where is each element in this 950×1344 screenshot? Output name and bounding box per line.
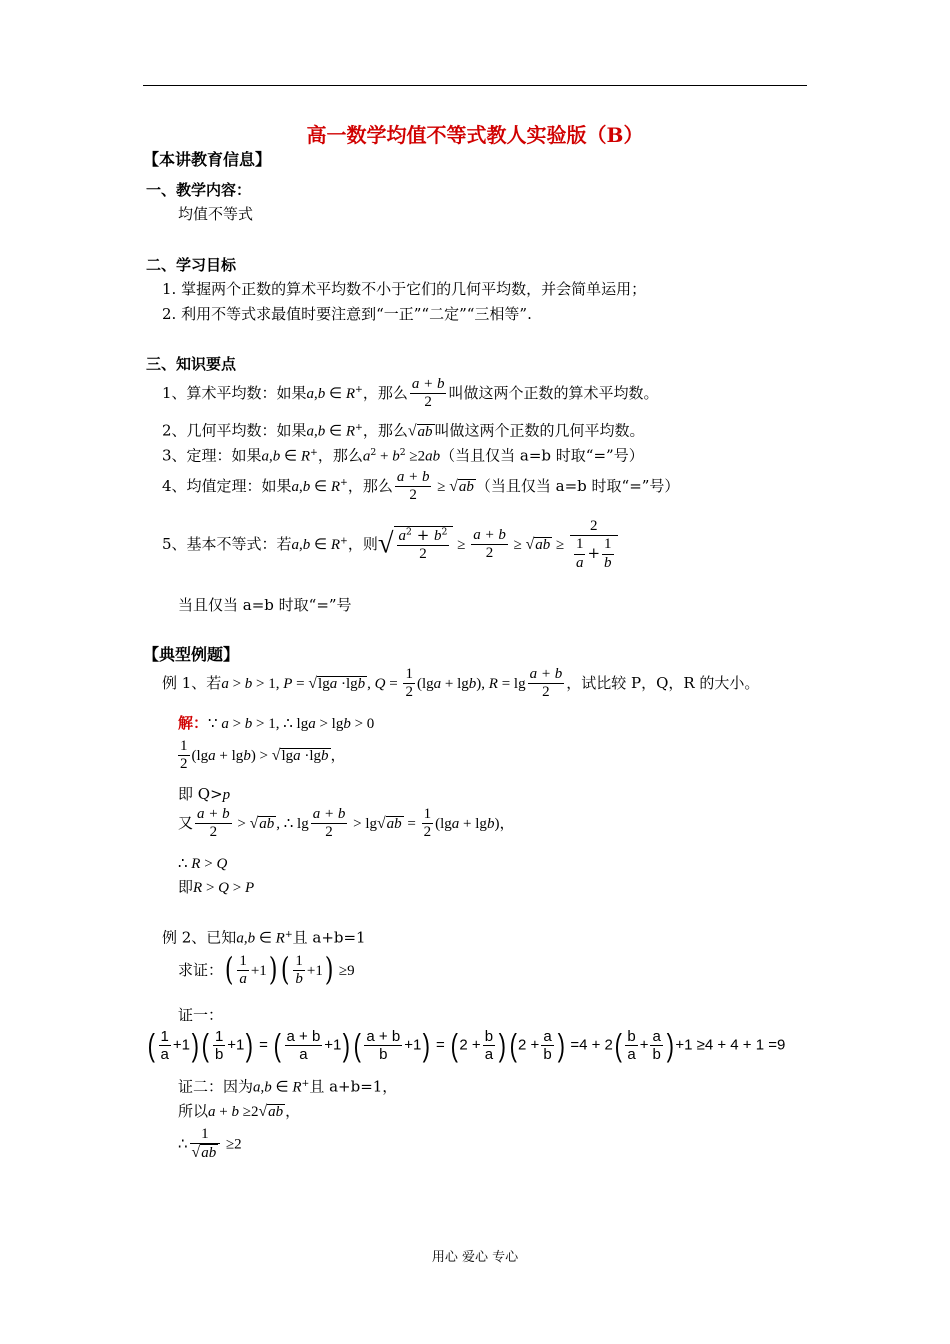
example-2-proof1-chain: ( $\frac{1}{a}$ +1)( $\frac{1}{b}$ +1) = ( $\frac{a + b}{a}$ +1) ( $\frac{a + b}{b}$ +1) = ( 2 + $\frac{b}{a}$ )( 2 + $\frac{a}{b}$ ) =4 + 2( $\frac{b}{a}$ + $\frac{a}{b}$ ) +1 ≥4 + 4 + 1 =9 — [147, 1027, 786, 1064]
knowledge-point-4: 4、均值定理：如果a,b ∈ R+，那么 $\frac{a + b}{2}$ ≥ √ab （当且仅当 a=b 时取“=”号） — [162, 469, 680, 504]
examples-header: 【典型例题】 — [143, 645, 240, 664]
sec3-heading: 三、知识要点 — [146, 355, 237, 373]
example-2-proof1-label: 证一： — [178, 1006, 224, 1024]
info-header: 【本讲教育信息】 — [143, 150, 272, 169]
page-footer: 用心 爱心 专心 — [431, 1250, 519, 1265]
example-2-prove: 求证：( $\frac{1}{a}$ +1) ( $\frac{1}{b}$ +1) ≥9 — [178, 952, 355, 988]
sec1-content: 均值不等式 — [178, 205, 254, 223]
knowledge-point-5-note: 当且仅当 a=b 时取“=”号 — [178, 596, 352, 614]
example-2-proof2-line3: ∴ $\frac{1}{√ab}$ ≥2 — [178, 1126, 242, 1162]
example-2-proof2-line2: 所以a + b ≥2√ab ， — [178, 1102, 301, 1120]
example-1-solution-line1: 解：∵ a > b > 1, ∴ lga > lgb > 0 — [178, 714, 375, 732]
example-2-proof2-line1: 证二：因为a,b ∈ R+且 a+b=1， — [178, 1077, 398, 1096]
header-rule — [143, 85, 807, 86]
example-1-solution-line4: 又 $\frac{a + b}{2}$ > √ab , ∴ lg $\frac{a + b}{2}$ > lg√ab = $\frac{1}{2}$ (lga + lgb)， — [178, 806, 515, 841]
knowledge-point-1: 1、算术平均数：如果a,b ∈ R+，那么 $\frac{a + b}{2}$ 叫做这两个正数的算术平均数。 — [162, 376, 659, 411]
example-1-statement: 例 1、若a > b > 1, P = √lga ·lgb , Q = $\frac{1}{2}$ (lga + lgb), R = lg $\frac{a + b}{2}$ ，试比较 P，Q，R 的大小。 — [162, 666, 760, 701]
example-1-solution-line6: 即R > Q > P — [178, 878, 255, 896]
example-1-solution-line2: $\frac{1}{2}$ (lga + lgb) > √lga ·lgb ， — [180, 738, 346, 773]
example-1-solution-line5: ∴ R > Q — [178, 856, 228, 872]
sec2-item: 2. 利用不等式求最值时要注意到“一正”“二定”“三相等”. — [162, 305, 532, 323]
sec1-heading: 一、教学内容： — [146, 181, 252, 199]
sec2-item: 1. 掌握两个正数的算术平均数不小于它们的几何平均数，并会简单运用； — [162, 280, 647, 298]
example-1-solution-line3: 即 Q>p — [178, 785, 231, 803]
knowledge-point-5: 5、基本不等式：若a,b ∈ R+，则√ $\frac{a^2 + b^2}{2}$ ≥ $\frac{a + b}{2}$ ≥ √ab ≥ 2 $\frac{1}{a}$ + $\frac{1}{b}$ — [162, 518, 620, 572]
page-title: 高一数学均值不等式教人实验版（B） — [306, 123, 644, 147]
knowledge-point-2: 2、几何平均数：如果a,b ∈ R+，那么√ab 叫做这两个正数的几何平均数。 — [162, 421, 645, 440]
knowledge-point-3: 3、定理：如果a,b ∈ R+，那么$a^2 + b^2 \ge 2ab$（当且仅当 a=b 时取“=”号） — [162, 446, 644, 465]
example-2-statement: 例 2、已知a,b ∈ R+且 a+b=1 — [162, 928, 366, 947]
sec2-heading: 二、学习目标 — [146, 256, 237, 274]
